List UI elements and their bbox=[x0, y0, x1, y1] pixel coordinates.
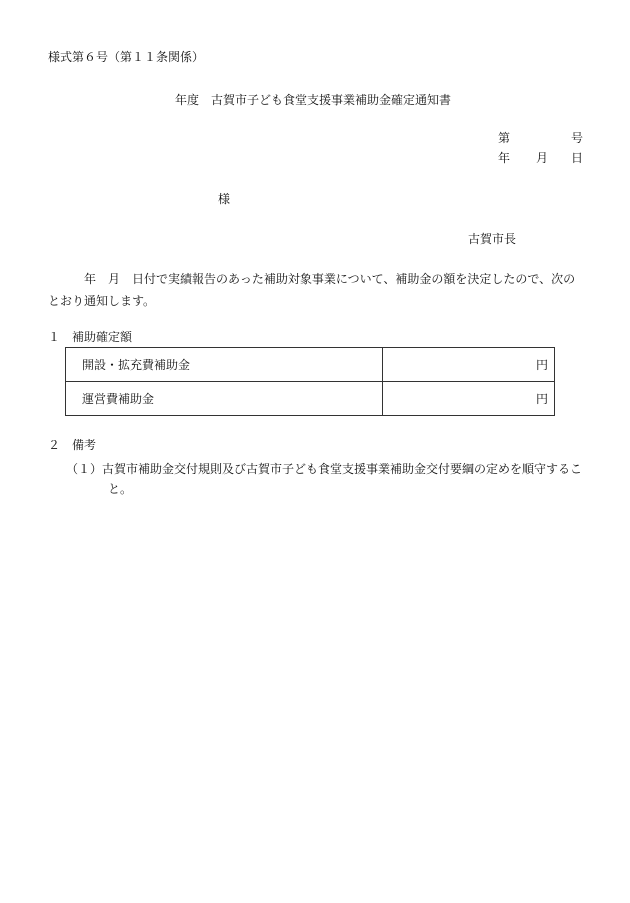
amount-unit: 円 bbox=[535, 357, 548, 372]
body-paragraph: 年 月 日付で実績報告のあった補助対象事業について、補助金の額を決定したので、次のとおり通知します。 bbox=[48, 272, 576, 308]
date-year-label: 年 bbox=[498, 151, 511, 165]
remark-text-continuation: と。 bbox=[108, 482, 133, 496]
amount-unit: 円 bbox=[535, 391, 548, 406]
section-heading-remarks: ２ 備考 bbox=[48, 438, 97, 452]
amount-table bbox=[65, 347, 555, 416]
remark-marker: （１） bbox=[66, 462, 103, 476]
issuer-name: 古賀市長 bbox=[468, 232, 517, 246]
table-row bbox=[66, 382, 555, 416]
table-cell-label: 運営費補助金 bbox=[66, 382, 383, 416]
remark-text: 古賀市補助金交付規則及び古賀市子ども食堂支援事業補助金交付要綱の定めを順守するこ bbox=[102, 462, 583, 476]
document-number-suffix: 号 bbox=[571, 131, 584, 145]
remark-item bbox=[66, 459, 586, 499]
table-cell-label: 開設・拡充費補助金 bbox=[66, 348, 383, 382]
recipient-honorific: 様 bbox=[218, 192, 231, 206]
document-title: 年度 古賀市子ども食堂支援事業補助金確定通知書 bbox=[175, 93, 452, 107]
date-day-label: 日 bbox=[571, 151, 584, 165]
table-cell-amount bbox=[383, 348, 555, 382]
form-number: 様式第６号（第１１条関係） bbox=[48, 50, 205, 64]
date-month-label: 月 bbox=[536, 151, 549, 165]
section-heading-amount: １ 補助確定額 bbox=[48, 330, 133, 344]
document-number-prefix: 第 bbox=[498, 131, 511, 145]
table-cell-amount bbox=[383, 382, 555, 416]
table-row bbox=[66, 348, 555, 382]
